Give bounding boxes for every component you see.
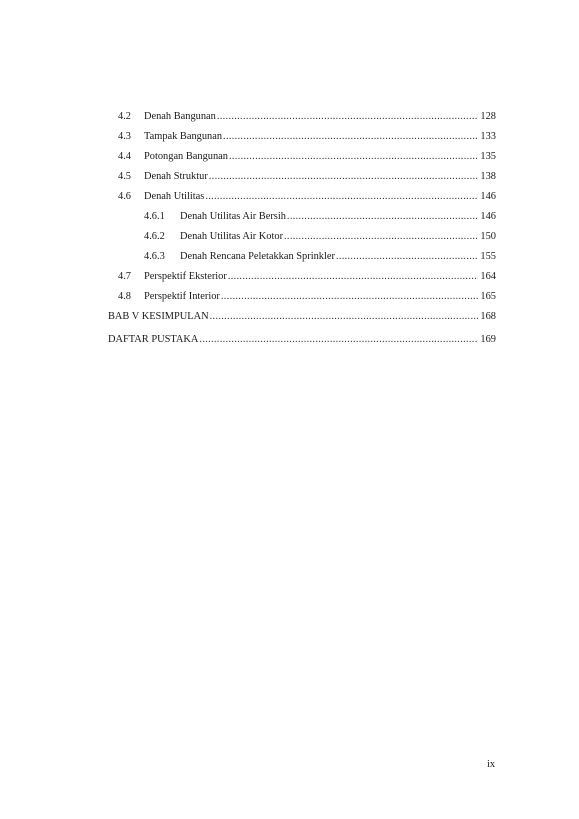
toc-entry-page: 165	[480, 291, 496, 302]
toc-entry-4-6-3[interactable]	[108, 247, 496, 267]
toc-entry-page: 135	[480, 151, 496, 162]
toc-entry-4-4[interactable]	[108, 147, 496, 167]
toc-entry-4-5[interactable]	[108, 167, 496, 187]
dot-leader	[336, 247, 478, 267]
dot-leader	[199, 330, 478, 350]
toc-entry-4-3[interactable]	[108, 127, 496, 147]
dot-leader	[284, 227, 478, 247]
toc-entry-page: 133	[480, 131, 496, 142]
dot-leader	[228, 267, 479, 287]
dot-leader	[221, 287, 479, 307]
toc-entry-page: 146	[480, 211, 496, 222]
table-of-contents	[108, 107, 496, 350]
toc-entry-title: Denah Struktur	[144, 171, 208, 182]
toc-entry-title: Denah Utilitas	[144, 191, 205, 202]
toc-entry-number: 4.6.2	[144, 231, 165, 242]
dot-leader	[217, 107, 479, 127]
toc-entry-title: Denah Utilitas Air Bersih	[180, 211, 286, 222]
toc-entry-title: Perspektif Interior	[144, 291, 220, 302]
dot-leader	[205, 187, 478, 207]
toc-entry-4-6-1[interactable]	[108, 207, 496, 227]
toc-entry-4-6[interactable]	[108, 187, 496, 207]
toc-entry-title: DAFTAR PUSTAKA	[108, 334, 199, 345]
dot-leader	[209, 167, 479, 187]
toc-entry-number: 4.8	[118, 291, 131, 302]
toc-entry-title: Tampak Bangunan	[144, 131, 223, 142]
toc-entry-bab-v[interactable]	[108, 307, 496, 327]
toc-entry-number: 4.3	[118, 131, 131, 142]
dot-leader	[223, 127, 478, 147]
toc-entry-page: 155	[480, 251, 496, 262]
toc-entry-page: 164	[480, 271, 496, 282]
toc-entry-4-7[interactable]	[108, 267, 496, 287]
toc-entry-number: 4.7	[118, 271, 131, 282]
toc-entry-daftar-pustaka[interactable]	[108, 330, 496, 350]
toc-entry-title: BAB V KESIMPULAN	[108, 311, 209, 322]
dot-leader	[229, 147, 478, 167]
toc-entry-page: 128	[480, 111, 496, 122]
toc-entry-number: 4.5	[118, 171, 131, 182]
toc-entry-page: 150	[480, 231, 496, 242]
toc-entry-number: 4.2	[118, 111, 131, 122]
toc-entry-4-2[interactable]	[108, 107, 496, 127]
toc-entry-page: 138	[480, 171, 496, 182]
dot-leader	[287, 207, 478, 227]
toc-entry-number: 4.4	[118, 151, 131, 162]
toc-entry-title: Denah Utilitas Air Kotor	[180, 231, 284, 242]
toc-entry-page: 169	[480, 334, 496, 345]
toc-entry-title: Denah Rencana Peletakkan Sprinkler	[180, 251, 335, 262]
toc-entry-title: Perspektif Eksterior	[144, 271, 227, 282]
dot-leader	[210, 307, 479, 327]
toc-entry-number: 4.6.1	[144, 211, 165, 222]
page-number: ix	[487, 759, 496, 770]
toc-entry-4-8[interactable]	[108, 287, 496, 307]
toc-entry-title: Potongan Bangunan	[144, 151, 228, 162]
toc-entry-page: 168	[480, 311, 496, 322]
toc-entry-4-6-2[interactable]	[108, 227, 496, 247]
toc-entry-number: 4.6	[118, 191, 131, 202]
toc-entry-number: 4.6.3	[144, 251, 165, 262]
toc-entry-page: 146	[480, 191, 496, 202]
toc-entry-title: Denah Bangunan	[144, 111, 216, 122]
